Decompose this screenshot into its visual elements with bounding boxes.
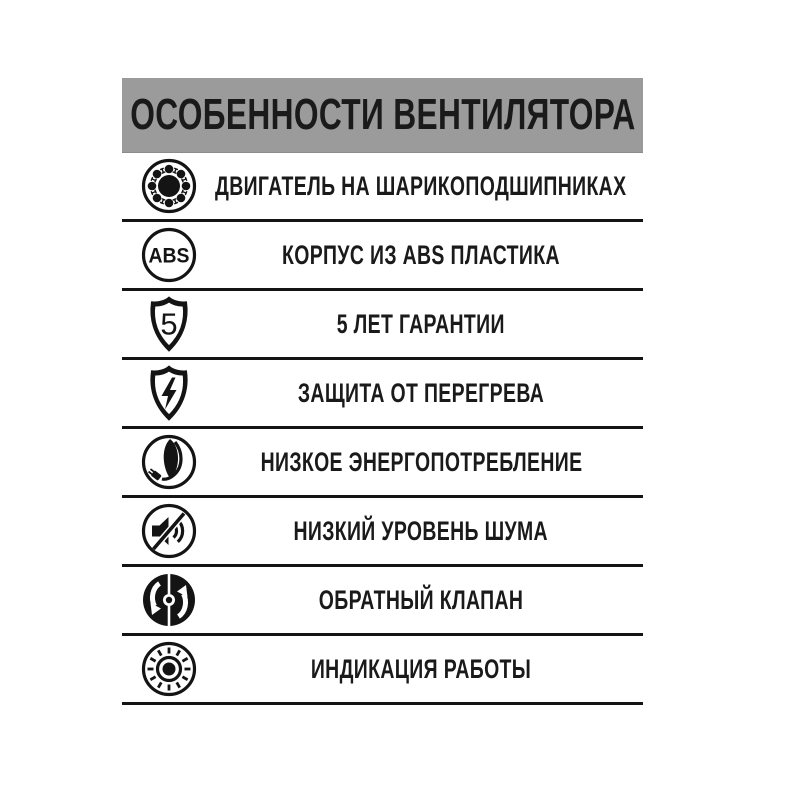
feature-row-indicator	[122, 636, 643, 705]
header	[122, 78, 643, 153]
ball-bearing-icon	[139, 156, 199, 216]
feature-row-abs	[122, 222, 643, 291]
feature-row-overheat	[122, 360, 643, 429]
feature-label: ДВИГАТЕЛЬ НА ШАРИКОПОДШИПНИКАХ	[215, 170, 627, 201]
feature-row-warranty	[122, 291, 643, 360]
feature-label: ЗАЩИТА ОТ ПЕРЕГРЕВА	[297, 377, 545, 408]
check-valve-icon	[139, 570, 199, 630]
low-noise-mute-icon	[139, 501, 199, 561]
abs-plastic-icon	[139, 225, 199, 285]
feature-label: НИЗКИЙ УРОВЕНЬ ШУМА	[293, 515, 549, 546]
abs-icon-text: ABS	[148, 244, 190, 268]
page-title: ОСОБЕННОСТИ ВЕНТИЛЯТОРА	[129, 90, 636, 139]
warranty-shield-icon	[139, 294, 199, 354]
feature-row-valve	[122, 567, 643, 636]
feature-label: ИНДИКАЦИЯ РАБОТЫ	[310, 653, 532, 684]
features-infographic	[122, 78, 643, 705]
operation-indicator-icon	[139, 639, 199, 699]
feature-label: 5 ЛЕТ ГАРАНТИИ	[336, 308, 506, 339]
feature-row-noise	[122, 498, 643, 567]
feature-row-energy	[122, 429, 643, 498]
feature-label: ОБРАТНЫЙ КЛАПАН	[318, 584, 524, 615]
feature-row-bearing	[122, 153, 643, 222]
feature-label: КОРПУС ИЗ ABS ПЛАСТИКА	[282, 239, 560, 270]
overheat-protection-icon	[139, 363, 199, 423]
low-energy-leaf-icon	[139, 432, 199, 492]
warranty-icon-number: 5	[160, 306, 178, 342]
feature-label: НИЗКОЕ ЭНЕРГОПОТРЕБЛЕНИЕ	[260, 446, 582, 477]
